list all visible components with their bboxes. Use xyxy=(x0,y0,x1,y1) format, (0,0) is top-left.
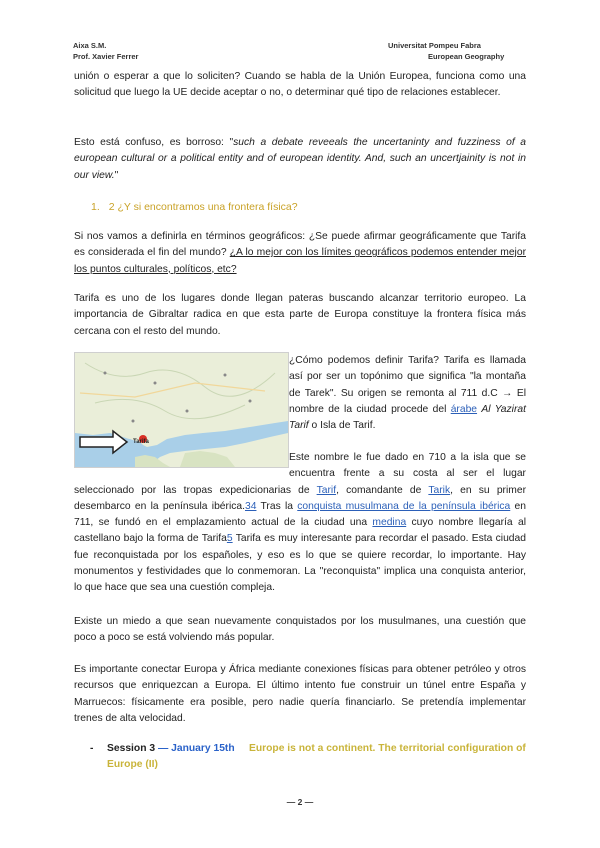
heading-text: 2 ¿Y si encontramos una frontera física? xyxy=(108,201,298,213)
page-number: — 2 — xyxy=(286,797,314,807)
footnote-5-link[interactable]: 5 xyxy=(226,533,233,545)
author-name: Aixa S.M. xyxy=(73,41,107,50)
paragraph-6-full: Este nombre le fue dado en 710 a la isla que se encuentra frente a su costa al ser el lugar seleccionado por las tropas expedicionarias de Tarif, comandante de Tarik, en su primer desembarco en la península ibérica.34 Tras la conquista musulmana de la península ibérica en 711, se fundó en el emplazamiento actual de la ciudad una medina cuyo nombre llegaría al castellano bajo la forma de Tarifa5 Tarifa es muy interesante para recordar el pasado. Esta ciudad fue reconquistada por los españoles, y eso es lo que se quiere recordar, lo importante. Hay monumentos y festividades que lo conmemoran. La "reconquista" implica una conquista anterior, lo que hace que sea una cuestión compleja. xyxy=(74,452,526,594)
header-right xyxy=(388,40,504,62)
paragraph-5: ¿Cómo podemos definir Tarifa? Tarifa es llamada así por ser un topónimo que significa "la montaña de Tarek". Su origen se remonta al 711 d.C → El nombre de la ciudad procede del árabe Al Yazirat Tarif o Isla de Tarif. xyxy=(289,355,526,432)
paragraph-8: Es importante conectar Europa y África mediante conexiones físicas para obtener petróleo y otros recursos que enriquezcan a Europa. El último intento fue construir un túnel entre España y Marruecos: físicamente era posible, pero nadie quería financiarlo. Se pretendía implementar trenes de alta velocidad. xyxy=(74,664,526,724)
heading-number: 1. xyxy=(91,201,100,213)
session-item: - Session 3 — January 15th Europe is not a continent. The territorial configuration of Europe (II) xyxy=(90,743,526,771)
session-title: Europe is not a continent. The territorial configuration of Europe (II) xyxy=(107,743,526,771)
paragraph-3: Si nos vamos a definirla en términos geográficos: ¿Se puede afirmar geográficamente que Tarifa es considerada el fin del mundo? ¿A lo mejor con los límites geográficos podemos entender mejor los puntos culturales, políticos, etc? xyxy=(74,231,526,275)
session-label: Session 3 xyxy=(107,743,156,754)
arabic-name: Al Yazirat Tarif xyxy=(289,403,526,432)
tarik-link[interactable]: Tarik xyxy=(428,484,451,496)
conquest-link[interactable]: conquista musulmana de la península ibérica xyxy=(297,500,511,512)
paragraph-1: unión o esperar a que lo soliciten? Cuando se habla de la Unión Europea, funciona como una solicitud que luego la UE decide aceptar o no, o determinar qué tipo de relaciones establecer. xyxy=(74,71,526,99)
professor-name: Prof. Xavier Ferrer xyxy=(73,52,139,61)
underlined-question: ¿A lo mejor con los límites geográficos podemos entender mejor los puntos culturales, políticos, etc? xyxy=(74,247,526,275)
tarif-link[interactable]: Tarif xyxy=(316,484,337,496)
university-name: Universitat Pompeu Fabra xyxy=(388,41,481,50)
footnote-34-link[interactable]: 34 xyxy=(244,500,257,512)
paragraph-7: Existe un miedo a que sean nuevamente conquistados por los musulmanes, una cuestión que poco a poco se está volviendo más popular. xyxy=(74,616,526,644)
quote-text: such a debate reveeals the uncertaninty and fuzziness of a european cultural or a political entity and of european identity. And, such an uncertjainity is not in our view. xyxy=(74,137,526,181)
paragraph-2: Esto está confuso, es borroso: "such a debate reveeals the uncertaninty and fuzziness of a european cultural or a political entity and of european identity. And, such an uncertjainity is not in our view." xyxy=(74,137,526,181)
list-bullet: - xyxy=(90,743,94,754)
section-heading xyxy=(91,201,298,213)
map-label: Tarifa xyxy=(133,439,149,445)
header-left xyxy=(73,40,138,62)
medina-link[interactable]: medina xyxy=(372,517,407,529)
session-date: January 15th xyxy=(171,743,235,754)
arabe-link[interactable]: árabe xyxy=(450,403,478,415)
course-name: European Geography xyxy=(428,52,505,61)
paragraph-4: Tarifa es uno de los lugares donde llegan pateras buscando alcanzar territorio europeo. La importancia de Gibraltar radica en que esta parte de Europa constituye la frontera física más cercana con el resto del mundo. xyxy=(74,293,526,337)
